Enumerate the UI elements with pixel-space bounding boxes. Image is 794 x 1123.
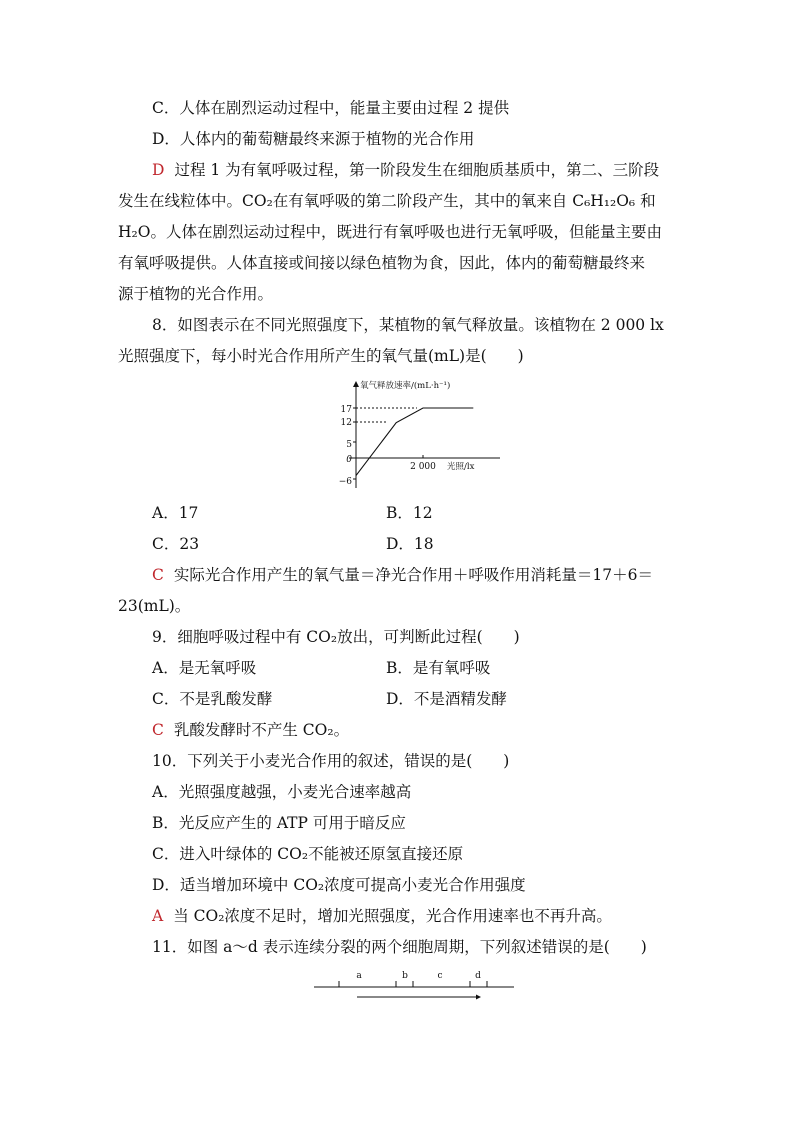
segment-label-a: a [356, 971, 362, 981]
q8-chart [335, 376, 515, 496]
q10-explanation: A 当 CO₂浓度不足时，增加光照强度，光合作用速率也不再升高。 [152, 907, 612, 925]
x-axis-label: 光照/lx [447, 462, 475, 472]
segment-label-b: b [402, 971, 408, 981]
q9-option-d: D．不是酒精发酵 [386, 690, 507, 708]
q11-stem: 11．如图 a～d 表示连续分裂的两个细胞周期，下列叙述错误的是( ) [152, 938, 647, 956]
q7-option-d: D．人体内的葡萄糖最终来源于植物的光合作用 [152, 130, 475, 148]
y-tick-0: 0 [346, 455, 352, 465]
q7-explanation-line-3: H₂O。人体在剧烈运动过程中，既进行有氧呼吸也进行无氧呼吸，但能量主要由 [118, 223, 662, 241]
q9-explanation: C 乳酸发酵时不产生 CO₂。 [152, 721, 350, 739]
q8-explanation-line-2: 23(mL)。 [118, 597, 191, 615]
q10-option-b: B．光反应产生的 ATP 可用于暗反应 [152, 814, 406, 832]
q10-option-a: A．光照强度越强，小麦光合速率越高 [152, 783, 412, 801]
q7-explanation-line-1: D 过程 1 为有氧呼吸过程，第一阶段发生在细胞质基质中，第二、三阶段 [152, 161, 660, 179]
x-tick-2000: 2 000 [410, 462, 436, 472]
q11-cell-cycle-diagram [312, 966, 516, 1000]
q9-option-b: B．是有氧呼吸 [386, 659, 491, 677]
segment-label-d: d [475, 971, 481, 981]
q8-option-c: C．23 [152, 535, 200, 553]
q9-option-a: A．是无氧呼吸 [152, 659, 257, 677]
q8-option-a: A．17 [152, 504, 199, 522]
q7-explanation-line-4: 有氧呼吸提供。人体直接或间接以绿色植物为食，因此，体内的葡萄糖最终来 [118, 254, 646, 272]
q7-explanation-line-2: 发生在线粒体中。CO₂在有氧呼吸的第二阶段产生，其中的氧来自 C₆H₁₂O₆ 和 [118, 192, 656, 210]
q7-answer: D [152, 161, 165, 179]
q8-stem-line-2: 光照强度下，每小时光合作用所产生的氧气量(mL)是( ) [118, 347, 524, 365]
segment-label-c: c [437, 971, 443, 981]
q8-option-d: D．18 [386, 535, 434, 553]
q8-option-b: B．12 [386, 504, 433, 522]
q8-answer: C [152, 566, 164, 584]
q8-explanation-line-1: C 实际光合作用产生的氧气量＝净光合作用＋呼吸作用消耗量＝17＋6＝ [152, 566, 653, 584]
y-tick-5: 5 [346, 440, 352, 450]
q10-option-d: D．适当增加环境中 CO₂浓度可提高小麦光合作用强度 [152, 876, 526, 894]
y-axis-label: 氧气释放速率/(mL·h⁻¹) [360, 381, 451, 391]
q9-option-c: C．不是乳酸发酵 [152, 690, 273, 708]
q7-option-c: C．人体在剧烈运动过程中，能量主要由过程 2 提供 [152, 99, 510, 117]
q9-stem: 9．细胞呼吸过程中有 CO₂放出，可判断此过程( ) [152, 628, 520, 646]
q10-answer: A [152, 907, 164, 925]
q10-option-c: C．进入叶绿体的 CO₂不能被还原氢直接还原 [152, 845, 464, 863]
q8-stem-line-1: 8．如图表示在不同光照强度下，某植物的氧气释放量。该植物在 2 000 lx [152, 316, 664, 334]
y-tick-neg6: −6 [338, 477, 352, 487]
q10-stem: 10．下列关于小麦光合作用的叙述，错误的是( ) [152, 752, 510, 770]
q7-explanation-line-5: 源于植物的光合作用。 [118, 285, 274, 303]
q9-answer: C [152, 721, 164, 739]
y-tick-17: 17 [340, 405, 352, 415]
y-tick-12: 12 [340, 418, 352, 428]
